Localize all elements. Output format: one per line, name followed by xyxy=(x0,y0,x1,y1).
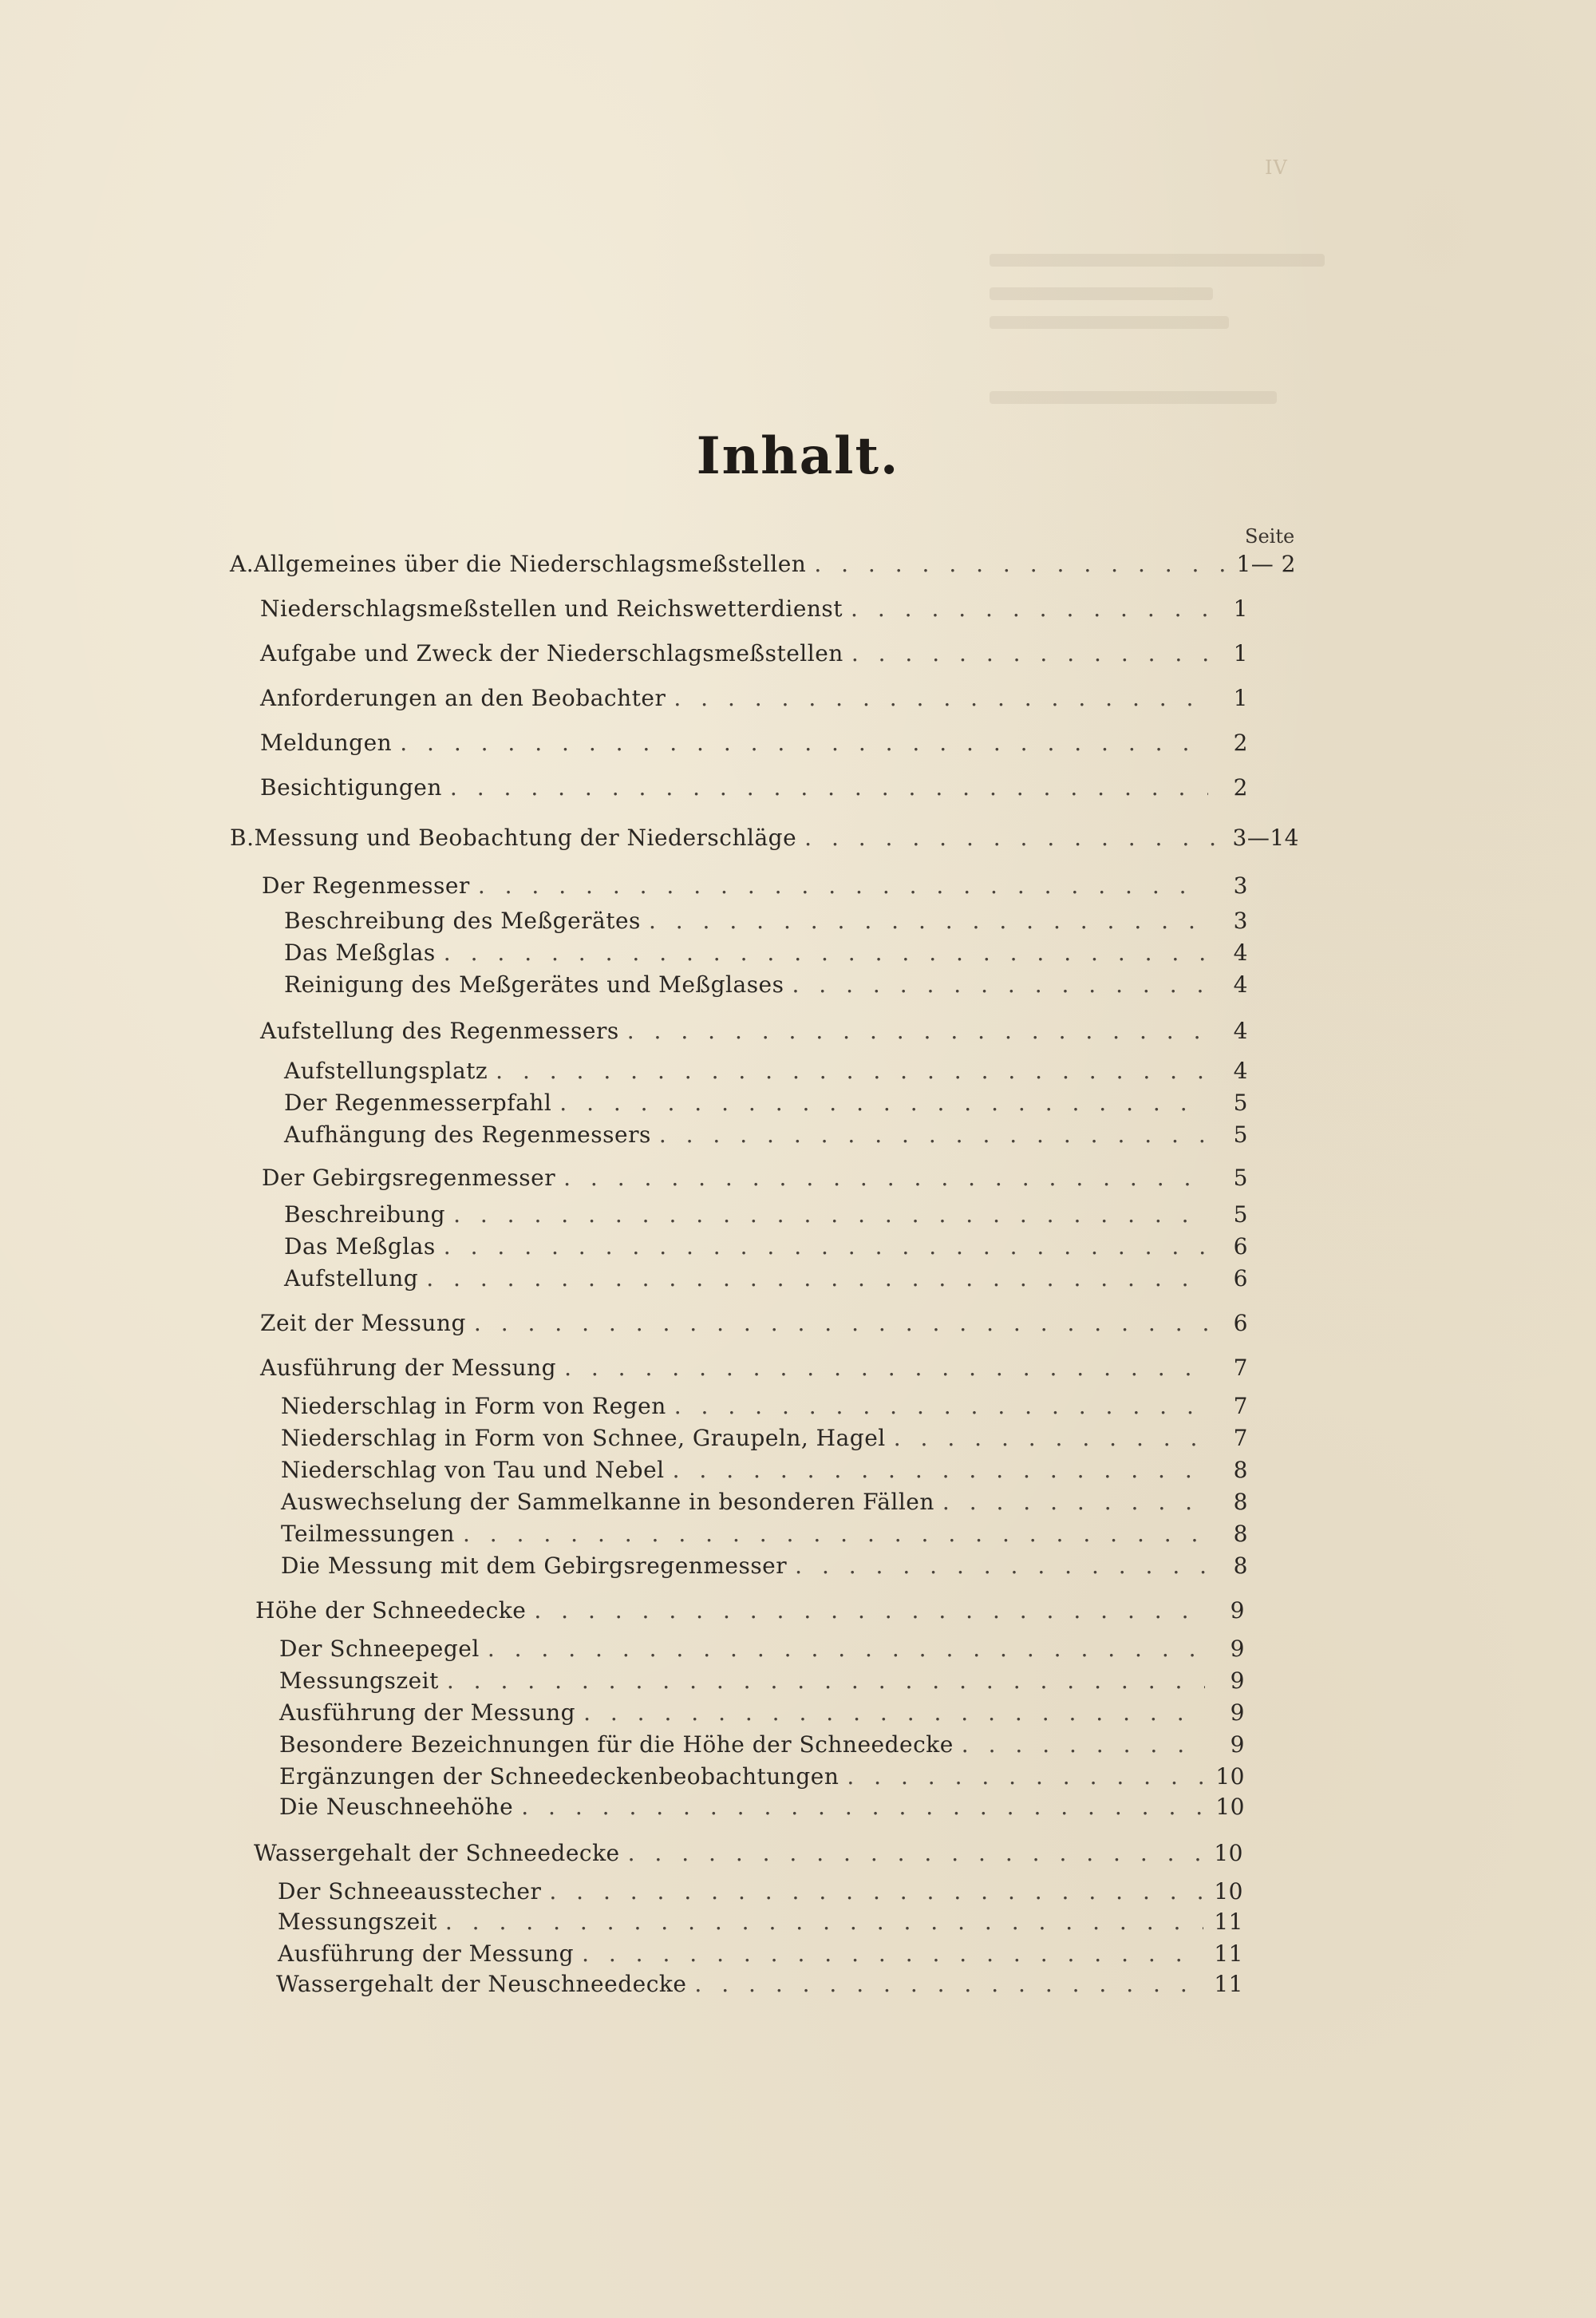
toc-page-number: 3 xyxy=(1233,908,1248,934)
toc-entry-label: Ergänzungen der Schneedeckenbeobachtungen xyxy=(279,1763,839,1790)
toc-page-number: 9 xyxy=(1230,1597,1245,1624)
toc-subentry[interactable] xyxy=(281,1422,1248,1454)
toc-page-number: 8 xyxy=(1233,1553,1248,1579)
dot-leader xyxy=(521,1791,1205,1823)
seite-header: Seite xyxy=(1245,525,1295,548)
toc-group-label: Ausführung der Messung xyxy=(260,1355,557,1381)
toc-entry-label: Meldungen xyxy=(260,730,393,756)
dot-leader xyxy=(814,548,1228,580)
toc-page-number: 7 xyxy=(1233,1425,1248,1451)
toc-entry-label: Das Meßglas xyxy=(284,1233,436,1260)
toc-subentry[interactable] xyxy=(279,1697,1245,1729)
toc-page-number: 1 xyxy=(1233,685,1248,711)
toc-page-number: 11 xyxy=(1214,1909,1243,1935)
toc-entry-label: Messungszeit xyxy=(278,1909,437,1935)
toc-group-heading[interactable] xyxy=(254,1837,1243,1869)
toc-page-number: 10 xyxy=(1215,1794,1245,1820)
dot-leader xyxy=(478,870,1208,902)
toc-entry-label: Niederschlag in Form von Regen xyxy=(281,1393,666,1419)
toc-section-a[interactable] xyxy=(230,548,1296,580)
toc-subentry[interactable] xyxy=(279,1761,1245,1793)
dot-leader xyxy=(453,1199,1208,1231)
toc-page-number: 4 xyxy=(1233,1018,1248,1044)
dot-leader xyxy=(649,905,1208,937)
toc-subentry[interactable] xyxy=(284,1199,1248,1231)
toc-subentry[interactable] xyxy=(278,1876,1243,1908)
dot-leader xyxy=(564,1352,1208,1384)
toc-subentry[interactable] xyxy=(279,1665,1245,1697)
toc-entry-label: Das Meßglas xyxy=(284,939,436,966)
dot-leader xyxy=(851,638,1208,670)
toc-page-number: 7 xyxy=(1233,1393,1248,1419)
toc-group-heading[interactable] xyxy=(260,1307,1248,1339)
toc-page-range: 1— 2 xyxy=(1236,551,1296,577)
toc-section-title: Messung und Beobachtung der Niederschläge xyxy=(254,825,797,851)
dot-leader xyxy=(450,772,1208,804)
toc-page-number: 6 xyxy=(1233,1310,1248,1336)
toc-entry-label: Besichtigungen xyxy=(260,774,442,801)
page-folio: IV xyxy=(1265,156,1288,179)
toc-entry-label: Messungszeit xyxy=(279,1667,439,1694)
toc-group-label: Zeit der Messung xyxy=(260,1310,466,1336)
toc-entry-label: Anforderungen an den Beobachter xyxy=(260,685,666,711)
toc-subentry[interactable] xyxy=(278,1906,1243,1938)
dot-leader xyxy=(463,1518,1208,1550)
toc-entry[interactable] xyxy=(260,727,1248,759)
toc-subentry[interactable] xyxy=(279,1633,1245,1665)
toc-group-label: Höhe der Schneedecke xyxy=(255,1597,527,1624)
toc-subentry[interactable] xyxy=(278,1938,1243,1970)
toc-entry-label: Aufhängung des Regenmessers xyxy=(284,1121,651,1148)
dot-leader xyxy=(851,593,1208,625)
dot-leader xyxy=(673,1454,1208,1486)
toc-section-b[interactable] xyxy=(230,822,1299,854)
toc-entry-label: Auswechselung der Sammelkanne in besonderen Fällen xyxy=(281,1489,934,1515)
dot-leader xyxy=(474,1307,1208,1339)
toc-section-title: Allgemeines über die Niederschlagsmeßstellen xyxy=(254,551,807,577)
toc-subentry[interactable] xyxy=(284,905,1248,937)
toc-group-label: Der Gebirgsregenmesser xyxy=(262,1165,556,1191)
toc-subentry[interactable] xyxy=(284,1055,1248,1087)
toc-entry-label: Beschreibung xyxy=(284,1201,446,1228)
dot-leader xyxy=(444,1231,1208,1263)
toc-entry-label: Aufgabe und Zweck der Niederschlagsmeßstellen xyxy=(260,640,843,667)
toc-page-number: 6 xyxy=(1233,1233,1248,1260)
toc-page-number: 3 xyxy=(1233,872,1248,899)
toc-entry-label: Der Regenmesserpfahl xyxy=(284,1090,552,1116)
dot-leader xyxy=(795,1550,1208,1582)
toc-subentry[interactable] xyxy=(281,1486,1248,1518)
toc-subentry[interactable] xyxy=(281,1390,1248,1422)
toc-entry-label: Niederschlag von Tau und Nebel xyxy=(281,1457,665,1483)
toc-page-number: 1 xyxy=(1233,595,1248,622)
toc-page-number: 10 xyxy=(1215,1763,1245,1790)
toc-entry-label: Wassergehalt der Neuschneedecke xyxy=(276,1971,687,1997)
toc-page-number: 7 xyxy=(1233,1355,1248,1381)
dot-leader xyxy=(627,1015,1208,1047)
dot-leader xyxy=(488,1633,1205,1665)
toc-entry-label: Niederschlagsmeßstellen und Reichswetterdienst xyxy=(260,595,843,622)
toc-subentry[interactable] xyxy=(284,1231,1248,1263)
toc-page-number: 4 xyxy=(1233,1058,1248,1084)
toc-entry-label: Teilmessungen xyxy=(281,1521,455,1547)
toc-subentry[interactable] xyxy=(279,1729,1245,1761)
dot-leader xyxy=(894,1422,1208,1454)
section-letter: A. xyxy=(230,551,255,577)
toc-entry-label: Niederschlag in Form von Schnee, Graupeln, Hagel xyxy=(281,1425,886,1451)
toc-page-number: 5 xyxy=(1233,1201,1248,1228)
dot-leader xyxy=(847,1761,1205,1793)
toc-subentry[interactable] xyxy=(281,1550,1248,1582)
toc-subentry[interactable] xyxy=(281,1454,1248,1486)
toc-entry-label: Die Messung mit dem Gebirgsregenmesser xyxy=(281,1553,788,1579)
dot-leader xyxy=(447,1665,1205,1697)
toc-page-number: 8 xyxy=(1233,1489,1248,1515)
dot-leader xyxy=(694,1968,1203,2000)
toc-subentry[interactable] xyxy=(284,1119,1248,1151)
dot-leader xyxy=(628,1837,1203,1869)
dot-leader xyxy=(496,1055,1208,1087)
toc-page-number: 9 xyxy=(1230,1699,1245,1726)
dot-leader xyxy=(674,682,1208,714)
toc-subentry[interactable] xyxy=(284,1263,1248,1295)
toc-group-heading[interactable] xyxy=(262,1162,1248,1194)
toc-subentry[interactable] xyxy=(276,1968,1243,2000)
toc-page-number: 4 xyxy=(1233,939,1248,966)
toc-entry-label: Ausführung der Messung xyxy=(279,1699,576,1726)
dot-leader xyxy=(962,1729,1205,1761)
toc-page-number: 9 xyxy=(1230,1667,1245,1694)
toc-page-number: 10 xyxy=(1214,1840,1243,1866)
toc-page-range: 3—14 xyxy=(1232,825,1299,851)
toc-page-number: 5 xyxy=(1233,1090,1248,1116)
dot-leader xyxy=(804,822,1224,854)
toc-group-label: Der Regenmesser xyxy=(262,872,470,899)
toc-entry[interactable] xyxy=(260,593,1248,625)
toc-group-label: Wassergehalt der Schneedecke xyxy=(254,1840,620,1866)
toc-page-number: 1 xyxy=(1233,640,1248,667)
toc-entry-label: Aufstellung xyxy=(284,1265,419,1292)
toc-page-number: 6 xyxy=(1233,1265,1248,1292)
toc-entry-label: Der Schneeausstecher xyxy=(278,1878,542,1905)
toc-group-heading[interactable] xyxy=(255,1595,1245,1627)
toc-page-number: 9 xyxy=(1230,1636,1245,1662)
toc-page-number: 5 xyxy=(1233,1121,1248,1148)
dot-leader xyxy=(792,969,1209,1001)
toc-entry[interactable] xyxy=(260,772,1248,804)
section-letter: B. xyxy=(230,825,255,851)
toc-group-heading[interactable] xyxy=(260,1015,1248,1047)
toc-subentry[interactable] xyxy=(284,1087,1248,1119)
toc-entry-label: Die Neuschneehöhe xyxy=(279,1794,514,1820)
dot-leader xyxy=(559,1087,1208,1119)
dot-leader xyxy=(583,1697,1205,1729)
dot-leader xyxy=(426,1263,1208,1295)
toc-entry-label: Ausführung der Messung xyxy=(278,1940,575,1967)
toc-entry[interactable] xyxy=(260,682,1248,714)
page-title: Inhalt. xyxy=(696,426,900,486)
toc-group-heading[interactable] xyxy=(260,1352,1248,1384)
toc-page-number: 8 xyxy=(1233,1521,1248,1547)
toc-group-heading[interactable] xyxy=(262,870,1248,902)
dot-leader xyxy=(445,1906,1203,1938)
dot-leader xyxy=(942,1486,1208,1518)
dot-leader xyxy=(534,1595,1205,1627)
dot-leader xyxy=(563,1162,1208,1194)
toc-page-number: 2 xyxy=(1233,730,1248,756)
dot-leader xyxy=(674,1390,1208,1422)
toc-page-number: 11 xyxy=(1214,1940,1243,1967)
toc-page-number: 9 xyxy=(1230,1731,1245,1758)
dot-leader xyxy=(400,727,1208,759)
toc-entry[interactable] xyxy=(260,638,1248,670)
toc-entry-label: Aufstellungsplatz xyxy=(284,1058,488,1084)
toc-page-number: 10 xyxy=(1214,1878,1243,1905)
toc-page-number: 2 xyxy=(1233,774,1248,801)
toc-page-number: 8 xyxy=(1233,1457,1248,1483)
toc-subentry[interactable] xyxy=(279,1791,1245,1823)
dot-leader xyxy=(549,1876,1203,1908)
toc-subentry[interactable] xyxy=(281,1518,1248,1550)
toc-page-number: 4 xyxy=(1233,971,1248,998)
dot-leader xyxy=(582,1938,1203,1970)
toc-entry-label: Beschreibung des Meßgerätes xyxy=(284,908,641,934)
toc-entry-label: Reinigung des Meßgerätes und Meßglases xyxy=(284,971,784,998)
toc-page-number: 5 xyxy=(1233,1165,1248,1191)
dot-leader xyxy=(659,1119,1208,1151)
toc-subentry[interactable] xyxy=(284,969,1248,1001)
toc-entry-label: Der Schneepegel xyxy=(279,1636,480,1662)
toc-subentry[interactable] xyxy=(284,937,1248,969)
toc-page-number: 11 xyxy=(1214,1971,1243,1997)
dot-leader xyxy=(444,937,1208,969)
toc-entry-label: Besondere Bezeichnungen für die Höhe der Schneedecke xyxy=(279,1731,954,1758)
toc-group-label: Aufstellung des Regenmessers xyxy=(260,1018,619,1044)
